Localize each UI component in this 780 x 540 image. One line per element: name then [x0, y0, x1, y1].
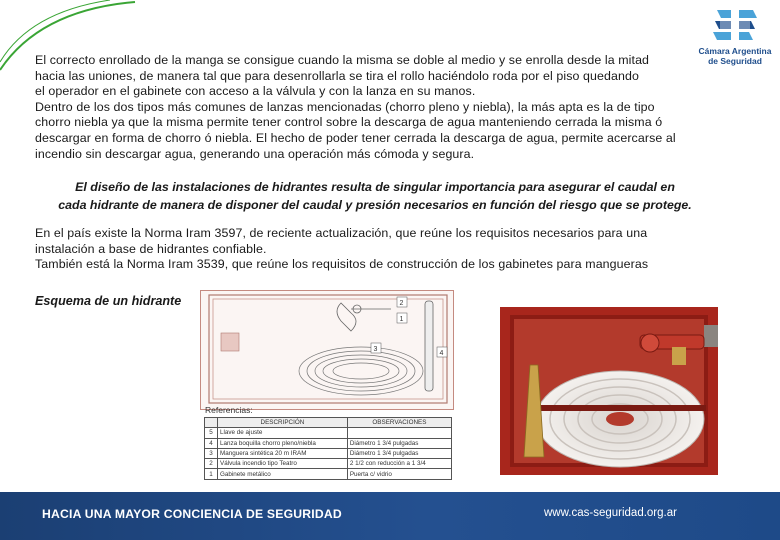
row-description: Lanza boquilla chorro pleno/niebla: [218, 438, 348, 448]
text-line: descargar en forma de chorro ó niebla. El hecho de poder tener cerrada la descarga de agua, permite acercarse al: [35, 130, 676, 145]
hydrant-cabinet-photo: [500, 307, 718, 475]
text-line: chorro niebla ya que la misma permite tener control sobre la descarga de agua manteniendo cerrada la misma ó: [35, 115, 663, 130]
table-header-description: DESCRIPCIÓN: [218, 418, 348, 428]
table-row: [205, 459, 452, 469]
row-number: 4: [205, 438, 218, 448]
callout-1: 1: [399, 316, 404, 323]
text-line: incendio sin descargar agua, generando una operación más cómoda y segura.: [35, 146, 475, 161]
references-title: Referencias:: [205, 405, 253, 415]
support-bar-icon: [536, 405, 706, 411]
row-observation: Diámetro 1 3/4 pulgadas: [347, 448, 451, 458]
text-line: También está la Norma Iram 3539, que reúne los requisitos de construcción de los gabinetes para mangueras: [35, 257, 649, 272]
text-line: Dentro de los dos tipos más comunes de lanzas mencionadas (chorro pleno y niebla), la más apta es la de tipo: [35, 99, 655, 114]
row-observation: Diámetro 1 3/4 pulgadas: [347, 438, 451, 448]
nozzle-drawing: [425, 301, 433, 391]
table-header-observations: OBSERVACIONES: [347, 418, 451, 428]
table-row: [205, 448, 452, 458]
valve-drawing: [337, 303, 391, 331]
footer-slogan: HACIA UNA MAYOR CONCIENCIA DE SEGURIDAD: [42, 507, 342, 521]
pipe-icon: [704, 325, 718, 347]
callout-4: 4: [439, 350, 444, 357]
row-number: 2: [205, 459, 218, 469]
row-description: Válvula incendio tipo Teatro: [218, 459, 348, 469]
row-observation: Puerta c/ vidrio: [347, 469, 451, 479]
highlight-statement: [30, 178, 720, 214]
row-observation: 2 1/2 con reducción a 1 3/4: [347, 459, 451, 469]
scheme-label: Esquema de un hidrante: [35, 294, 182, 308]
row-description: Gabinete metálico: [218, 469, 348, 479]
references-table: [204, 417, 452, 480]
row-number: 1: [205, 469, 218, 479]
row-number: 3: [205, 448, 218, 458]
row-description: Manguera sintética 20 m IRAM: [218, 448, 348, 458]
row-number: 5: [205, 428, 218, 438]
table-header-row: [205, 418, 452, 428]
text-line: El correcto enrollado de la manga se consigue cuando la misma se doble al medio y se enrolla desde la mitad: [35, 53, 650, 67]
logo-text-line1: Cámara Argentina: [698, 46, 772, 56]
body-paragraph-1: [35, 53, 676, 162]
hydrant-diagram: [200, 290, 454, 410]
text-line: hacia las uniones, de manera tal que para desenrollarla se tira el rollo haciéndolo roda por el piso quedando: [35, 68, 639, 83]
hose-reel-drawing: [299, 347, 423, 395]
row-description: Llave de ajuste: [218, 428, 348, 438]
callout-3: 3: [373, 346, 378, 353]
callout-2: 2: [399, 300, 404, 307]
text-line: el operador en el gabinete con acceso a la válvula y con la lanza en su manos.: [35, 84, 476, 99]
text-line: instalación a base de hidrantes confiable.: [35, 241, 267, 256]
row-observation: [347, 428, 451, 438]
hose-reel-icon: [536, 371, 704, 467]
body-paragraph-2: [35, 226, 648, 273]
organization-logo: [695, 6, 775, 74]
logo-emblem-icon: [711, 6, 759, 46]
highlight-line: cada hidrante de manera de disponer del caudal y presión necesarios en función del riesgo que se protege.: [58, 198, 692, 212]
footer-website-link[interactable]: www.cas-seguridad.org.ar: [544, 507, 677, 519]
highlight-line: El diseño de las instalaciones de hidrantes resulta de singular importancia para asegurar el caudal en: [75, 180, 675, 194]
footer-bar: [0, 492, 780, 540]
table-row: [205, 469, 452, 479]
table-row: [205, 428, 452, 438]
logo-text-line2: de Seguridad: [708, 56, 762, 66]
table-row: [205, 438, 452, 448]
glass-panel-icon: [221, 333, 239, 351]
text-line: En el país existe la Norma Iram 3597, de reciente actualización, que reúne los requisitos necesarios para una: [35, 226, 648, 240]
